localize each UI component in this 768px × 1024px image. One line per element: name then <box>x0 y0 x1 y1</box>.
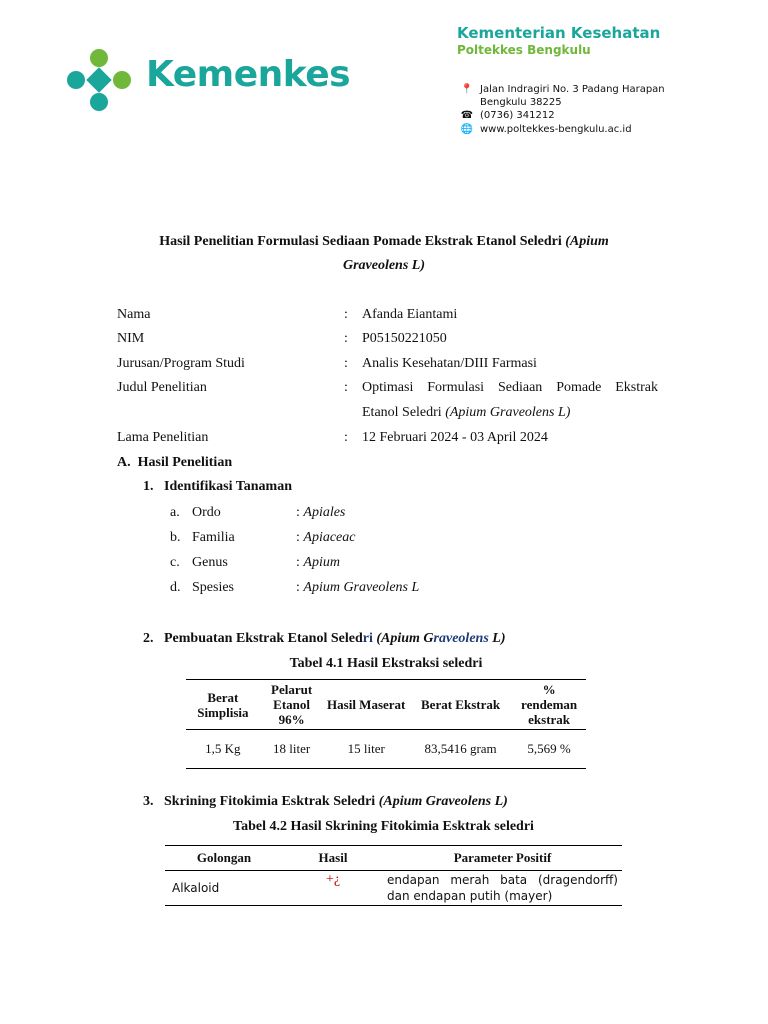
info-value-judul-line1: Optimasi Formulasi Sediaan Pomade Ekstrak <box>362 380 658 395</box>
location-pin-icon: 📍 <box>460 84 474 95</box>
list-marker: d. <box>170 580 181 595</box>
info-label-nama: Nama <box>117 307 151 322</box>
table-header: Golongan <box>196 850 252 865</box>
info-label-judul: Judul Penelitian <box>117 380 207 395</box>
info-value-judul-line2: Etanol Seledri (Apium Graveolens L) <box>362 405 571 420</box>
section-a-heading: A. Hasil Penelitian <box>117 455 233 470</box>
phone-number: (0736) 341212 <box>480 110 555 121</box>
document-title: Hasil Penelitian Formulasi Sediaan Pomade Ekstrak Etanol Seledri (Apium Graveolens L) <box>159 234 609 273</box>
table-cell: +¿ <box>325 872 341 887</box>
ministry-name: Kementerian Kesehatan <box>457 24 661 42</box>
list-item-label: Genus <box>192 555 228 570</box>
table-header: % rendeman ekstrak <box>521 682 578 727</box>
table-header: Berat Ekstrak <box>421 697 501 712</box>
table-cell: endapan merah bata (dragendorff) dan endapan putih (mayer) <box>387 873 618 903</box>
info-colon: : <box>344 331 348 346</box>
table2-caption: Tabel 4.2 Hasil Skrining Fitokimia Esktrak seledri <box>233 819 534 834</box>
table-row <box>165 871 622 906</box>
sub1-heading: 1. Identifikasi Tanaman <box>143 479 292 494</box>
sub3-heading: 3. Skrining Fitokimia Esktrak Seledri (Apium Graveolens L) <box>143 794 508 809</box>
info-colon: : <box>344 380 348 395</box>
website-block <box>460 124 632 135</box>
table-header: Hasil Maserat <box>327 697 406 712</box>
info-value-nama: Afanda Eiantami <box>362 307 458 322</box>
telephone-icon: ☎ <box>460 110 474 121</box>
info-label-nim: NIM <box>117 331 145 346</box>
list-item-label: Ordo <box>192 505 221 520</box>
website-link[interactable]: www.poltekkes-bengkulu.ac.id <box>480 124 632 135</box>
phytochemical-table <box>165 845 622 906</box>
table-cell: 1,5 Kg <box>205 741 241 756</box>
table-cell: 5,569 % <box>527 741 571 756</box>
list-item-label: Spesies <box>192 580 234 595</box>
institute-name: Poltekkes Bengkulu <box>457 43 591 57</box>
list-marker: c. <box>170 555 180 570</box>
table-header: Berat Simplisia <box>197 689 249 720</box>
info-value-nim: P05150221050 <box>362 331 447 346</box>
list-item-value: : Apium <box>296 555 340 570</box>
info-label-jurusan: Jurusan/Program Studi <box>117 356 245 371</box>
info-value-lama: 12 Februari 2024 - 03 April 2024 <box>362 430 548 445</box>
info-label-lama: Lama Penelitian <box>117 430 209 445</box>
info-colon: : <box>344 307 348 322</box>
list-marker: b. <box>170 530 181 545</box>
kemenkes-logo-icon <box>66 48 132 112</box>
table-cell: 18 liter <box>273 741 311 756</box>
info-colon: : <box>344 356 348 371</box>
table-cell: Alkaloid <box>172 881 220 895</box>
table-header: Hasil <box>318 850 348 865</box>
list-item-label: Familia <box>192 530 235 545</box>
list-item-value: : Apiaceac <box>296 530 356 545</box>
table-cell: 83,5416 gram <box>424 741 497 756</box>
list-item-value: : Apium Graveolens L <box>296 580 420 595</box>
globe-icon: 🌐 <box>460 124 474 135</box>
extraction-table <box>186 679 586 769</box>
address-line1: Jalan Indragiri No. 3 Padang Harapan <box>480 84 665 95</box>
logo-wordmark: Kemenkes <box>146 54 351 95</box>
sub2-heading: 2. Pembuatan Ekstrak Etanol Seledri (Apium Graveolens L) <box>143 631 506 646</box>
table-cell: 15 liter <box>347 741 385 756</box>
address-line2: Bengkulu 38225 <box>480 97 562 108</box>
phone-block <box>460 110 555 121</box>
table1-caption: Tabel 4.1 Hasil Ekstraksi seledri <box>289 656 483 671</box>
info-colon: : <box>344 430 348 445</box>
list-marker: a. <box>170 505 180 520</box>
table-header: Pelarut Etanol 96% <box>271 682 313 727</box>
list-item-value: : Apiales <box>296 505 346 520</box>
info-value-jurusan: Analis Kesehatan/DIII Farmasi <box>362 356 537 371</box>
address-block <box>460 84 665 108</box>
table-row <box>186 730 586 769</box>
table-header: Parameter Positif <box>453 850 552 865</box>
